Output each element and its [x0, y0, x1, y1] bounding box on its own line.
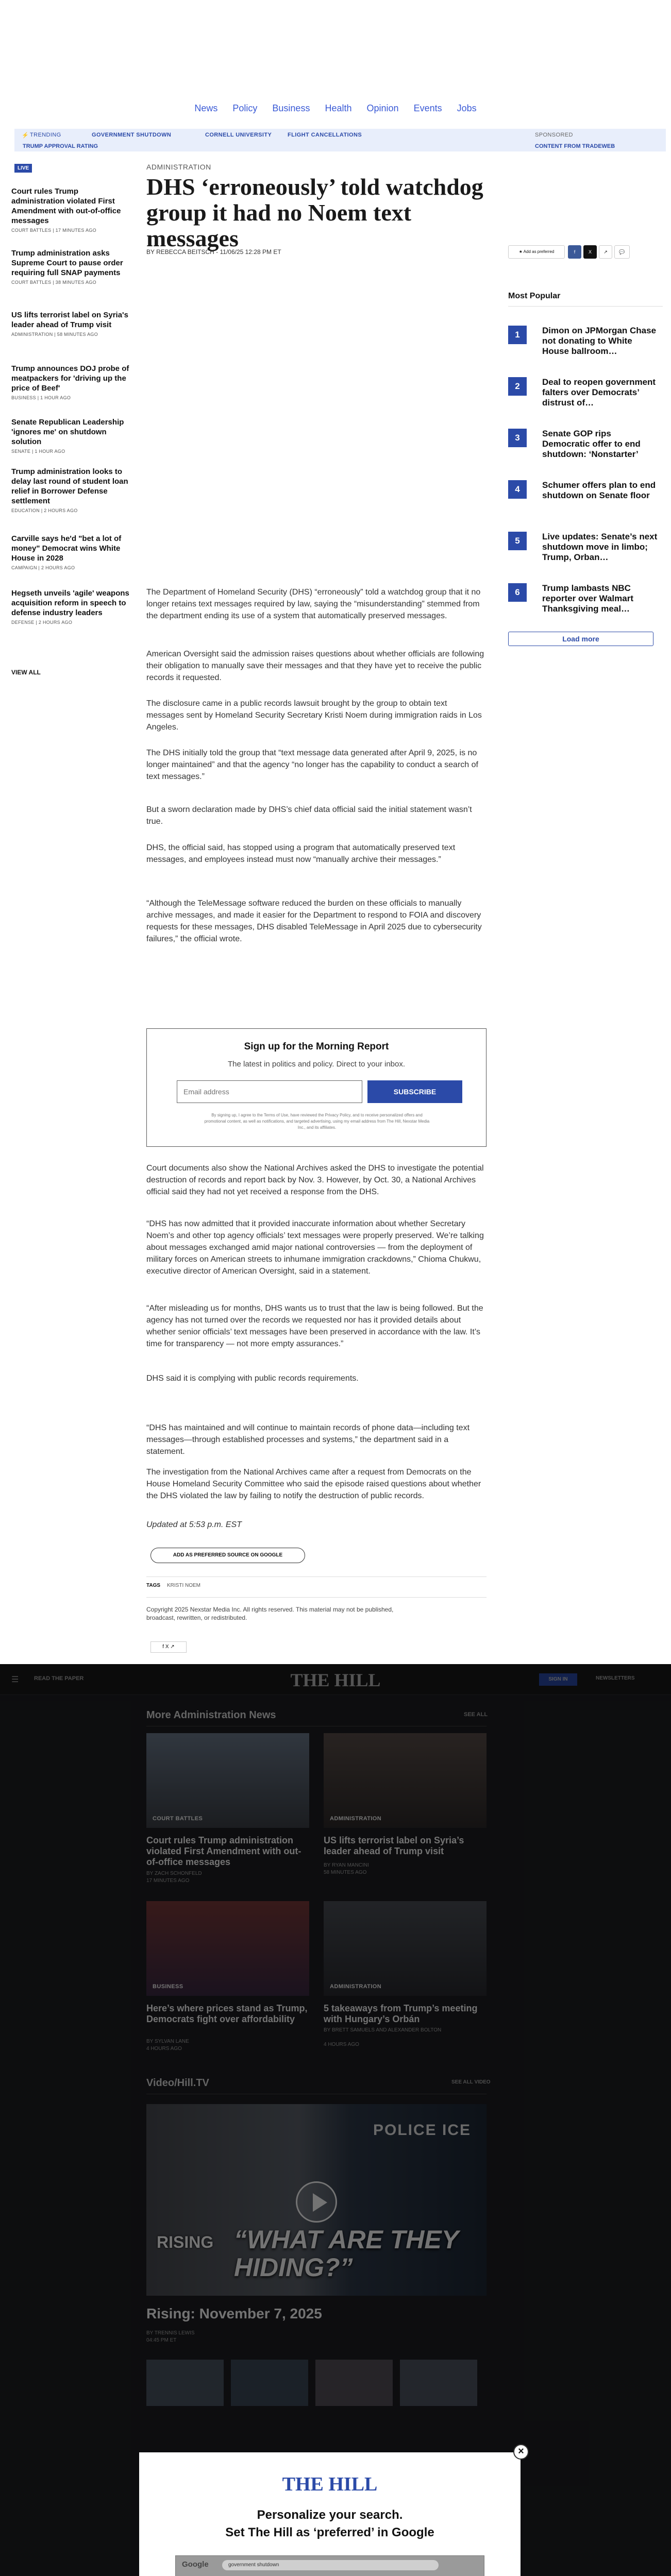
most-popular-title: Most Popular	[508, 292, 561, 300]
google-search-field: government shutdown	[222, 2560, 439, 2570]
google-logo-text: Google	[182, 2560, 209, 2569]
rank-badge: 2	[508, 377, 527, 396]
subscribe-button[interactable]: SUBSCRIBE	[367, 1080, 462, 1103]
rank-badge: 5	[508, 532, 527, 550]
article-paragraph: “DHS has now admitted that it provided inaccurate information about whether Secretary Noem’s and other top agency officials’ text messages were properly preserved. We’re talking about messages exchanged amid major national controversies — from the deployment of military forces on American streets to inhumane immigration crackdowns,” Chioma Chukwu, executive director of American Oversight, said in a statement.	[146, 1219, 484, 1276]
article-paragraph: The investigation from the National Archives came after a request from Democrats on the House Homeland Security Committee who said the episode raised questions about whether the DHS violated the law by failing to notify the destruction of public records.	[146, 1468, 481, 1500]
story-title[interactable]: Carville says he'd "bet a lot of money" Democrat wins White House in 2028	[11, 534, 122, 563]
sidebar-story[interactable]	[11, 467, 130, 513]
nav-jobs[interactable]: Jobs	[457, 103, 477, 113]
sidebar-story[interactable]	[11, 187, 130, 233]
story-meta: SENATE | 1 HOUR AGO	[11, 449, 65, 454]
popular-title[interactable]: Senate GOP rips Democratic offer to end shutdown: ‘Nonstarter’	[542, 429, 641, 459]
article-paragraph: But a sworn declaration made by DHS’s chief data official said the initial statement wasn’t true.	[146, 805, 472, 826]
tag-link[interactable]: KRISTI NOEM	[167, 1583, 201, 1588]
share-icon[interactable]: ↗	[599, 245, 612, 259]
live-badge: LIVE	[14, 164, 32, 173]
story-meta: DEFENSE | 2 HOURS AGO	[11, 620, 73, 625]
story-meta: CAMPAIGN | 2 HOURS AGO	[11, 565, 75, 570]
main-nav	[0, 103, 671, 114]
story-title[interactable]: US lifts terrorist label on Syria's leader ahead of Trump visit	[11, 311, 128, 329]
sidebar-story[interactable]	[11, 588, 130, 625]
popular-title[interactable]: Schumer offers plan to end shutdown on Senate floor	[542, 480, 656, 500]
email-field[interactable]	[177, 1080, 362, 1103]
sponsored-label: SPONSORED	[535, 132, 573, 138]
story-meta: ADMINISTRATION | 58 MINUTES AGO	[11, 332, 98, 337]
popular-title[interactable]: Deal to reopen government falters over Democrats’ distrust of…	[542, 377, 656, 408]
article-paragraph: “DHS has maintained and will continue to maintain records of phone data—including text messages—through established processes and systems,” the department said in a statement.	[146, 1423, 470, 1456]
modal-logo: THE HILL	[282, 2473, 378, 2495]
story-title[interactable]: Trump administration asks Supreme Court to pause order requiring full SNAP payments	[11, 249, 123, 277]
article-paragraph: The DHS initially told the group that “text message data generated after April 9, 2025, is no longer maintained” and that the agency “no longer has the capability to conduct a search of text messages.”	[146, 749, 478, 781]
nav-health[interactable]: Health	[325, 103, 352, 113]
rank-badge: 6	[508, 583, 527, 602]
modal-line-1: Personalize your search.	[257, 2508, 403, 2522]
trending-icon: ⚡	[22, 132, 29, 139]
trending-item[interactable]: TRUMP APPROVAL RATING	[23, 143, 98, 149]
story-meta: COURT BATTLES | 38 MINUTES AGO	[11, 280, 96, 285]
newsletter-title: Sign up for the Morning Report	[244, 1041, 389, 1052]
article-title: DHS ‘erroneously’ told watchdog group it had no Noem text messages	[146, 174, 483, 251]
nav-news[interactable]: News	[194, 103, 218, 113]
sidebar-story[interactable]	[11, 417, 130, 454]
nav-events[interactable]: Events	[413, 103, 442, 113]
popular-title[interactable]: Dimon on JPMorgan Chase not donating to White House ballroom…	[542, 326, 657, 356]
google-preferred-modal	[139, 2446, 524, 2576]
google-preferred-share[interactable]: ★ Add as preferred	[508, 245, 565, 259]
newsletter-fine-print: By signing up, I agree to the Terms of Use, have reviewed the Privacy Policy, and to receive personalized offers and promotional content, as well as notifications, and targeted advertising, using my email address from The Hill, Nexstar Media Inc., and its affiliates.	[204, 1113, 430, 1130]
article-paragraph: “Although the TeleMessage software reduced the burden on these officials to manually archive messages, and made it easier for the Department to respond to FOIA and discovery requests for these messages, DHS disabled TeleMessage in April 2025 due to cybersecurity failures,” the official wrote.	[146, 899, 482, 943]
copyright: Copyright 2025 Nexstar Media Inc. All rights reserved. This material may not be published, broadcast, rewritten, or redistributed.	[146, 1606, 394, 1621]
rank-badge: 4	[508, 480, 527, 499]
article-paragraph: DHS said it is complying with public records requirements.	[146, 1374, 359, 1383]
tags-label: TAGS	[146, 1583, 161, 1588]
article-paragraph: DHS, the official said, has stopped using a program that automatically preserved text messages, and employees instead must now “manually archive their messages.”	[146, 843, 456, 864]
trending-item[interactable]: GOVERNMENT SHUTDOWN	[92, 132, 172, 138]
popular-title[interactable]: Trump lambasts NBC reporter over Walmart Thanksgiving meal…	[542, 583, 633, 614]
article-section[interactable]: ADMINISTRATION	[146, 163, 211, 171]
sidebar-story[interactable]	[11, 364, 130, 400]
modal-backdrop[interactable]	[0, 1664, 671, 2576]
story-meta: EDUCATION | 2 HOURS AGO	[11, 508, 78, 513]
nav-opinion[interactable]: Opinion	[366, 103, 399, 113]
story-title[interactable]: Court rules Trump administration violated First Amendment with out-of-office messages	[11, 187, 121, 225]
newsletter-subtitle: The latest in politics and policy. Direct to your inbox.	[227, 1060, 406, 1069]
article-paragraph: “After misleading us for months, DHS wants us to trust that the law is being followed. But the agency has not turned over the records we requested nor has it provided details about whether senior officials’ text messages have been preserved in accordance with the law. It’s time for transparency — not more empty assurances.”	[146, 1304, 483, 1348]
article-paragraph: Court documents also show the National Archives asked the DHS to investigate the potential destruction of records and report back by Nov. 3. However, by Oct. 30, a National Archives official said they had not yet received a response from the DHS.	[146, 1164, 484, 1196]
x-icon[interactable]: X	[583, 245, 597, 259]
sidebar-story[interactable]	[11, 248, 130, 285]
view-all-link[interactable]: VIEW ALL	[11, 669, 41, 676]
trending-bar-2	[14, 141, 666, 151]
close-icon[interactable]: ×	[513, 2444, 529, 2460]
story-meta: COURT BATTLES | 17 MINUTES AGO	[11, 228, 96, 233]
updated-time: Updated at 5:53 p.m. EST	[146, 1520, 242, 1529]
modal-line-2: Set The Hill as ‘preferred’ in Google	[225, 2526, 434, 2539]
rank-badge: 1	[508, 326, 527, 344]
load-more-button[interactable]: Load more	[508, 632, 653, 646]
sponsored-item[interactable]: CONTENT FROM TRADEWEB	[535, 143, 615, 149]
sidebar-story[interactable]	[11, 310, 130, 337]
story-title[interactable]: Senate Republican Leadership 'ignores me' on shutdown solution	[11, 418, 124, 446]
story-meta: BUSINESS | 1 HOUR AGO	[11, 395, 71, 400]
article-paragraph: American Oversight said the admission raises questions about whether officials are following their obligation to manually save their messages and that they have yet to receive the public records it requested.	[146, 650, 484, 682]
newsletter-box	[146, 1028, 487, 1147]
trending-item[interactable]: FLIGHT CANCELLATIONS	[288, 132, 362, 138]
share-bar[interactable]: f X ↗	[150, 1641, 187, 1653]
article-paragraph: The disclosure came in a public records lawsuit brought by the group to obtain text messages sent by Homeland Security Secretary Kristi Noem during immigration raids in Los Angeles.	[146, 699, 482, 732]
byline: BY REBECCA BEITSCH - 11/06/25 12:28 PM ET	[146, 248, 281, 256]
google-preview	[175, 2555, 484, 2576]
popular-title[interactable]: Live updates: Senate’s next shutdown move in limbo; Trump, Orban…	[542, 532, 658, 562]
article-paragraph: The Department of Homeland Security (DHS) “erroneously” told a watchdog group that it no longer retains text messages required by law, saying the “misunderstanding” stemmed from the department ending its use of a system that automatically preserved messages.	[146, 588, 481, 620]
trending-label: TRENDING	[30, 132, 61, 138]
trending-item[interactable]: CORNELL UNIVERSITY	[205, 132, 272, 138]
rank-badge: 3	[508, 429, 527, 447]
story-title[interactable]: Trump administration looks to delay last round of student loan relief in Borrower Defense settlement	[11, 467, 128, 505]
nav-business[interactable]: Business	[272, 103, 310, 113]
preferred-source-button[interactable]: ADD AS PREFERRED SOURCE ON GOOGLE	[150, 1548, 305, 1563]
trending-bar	[14, 129, 666, 141]
story-title[interactable]: Hegseth unveils 'agile' weapons acquisition reform in speech to defense industry leaders	[11, 589, 129, 617]
nav-policy[interactable]: Policy	[232, 103, 258, 113]
comment-icon[interactable]: 💬	[614, 245, 630, 259]
story-title[interactable]: Trump announces DOJ probe of meatpackers for 'driving up the price of Beef'	[11, 364, 129, 393]
sidebar-story[interactable]	[11, 534, 130, 570]
facebook-icon[interactable]: f	[568, 245, 581, 259]
